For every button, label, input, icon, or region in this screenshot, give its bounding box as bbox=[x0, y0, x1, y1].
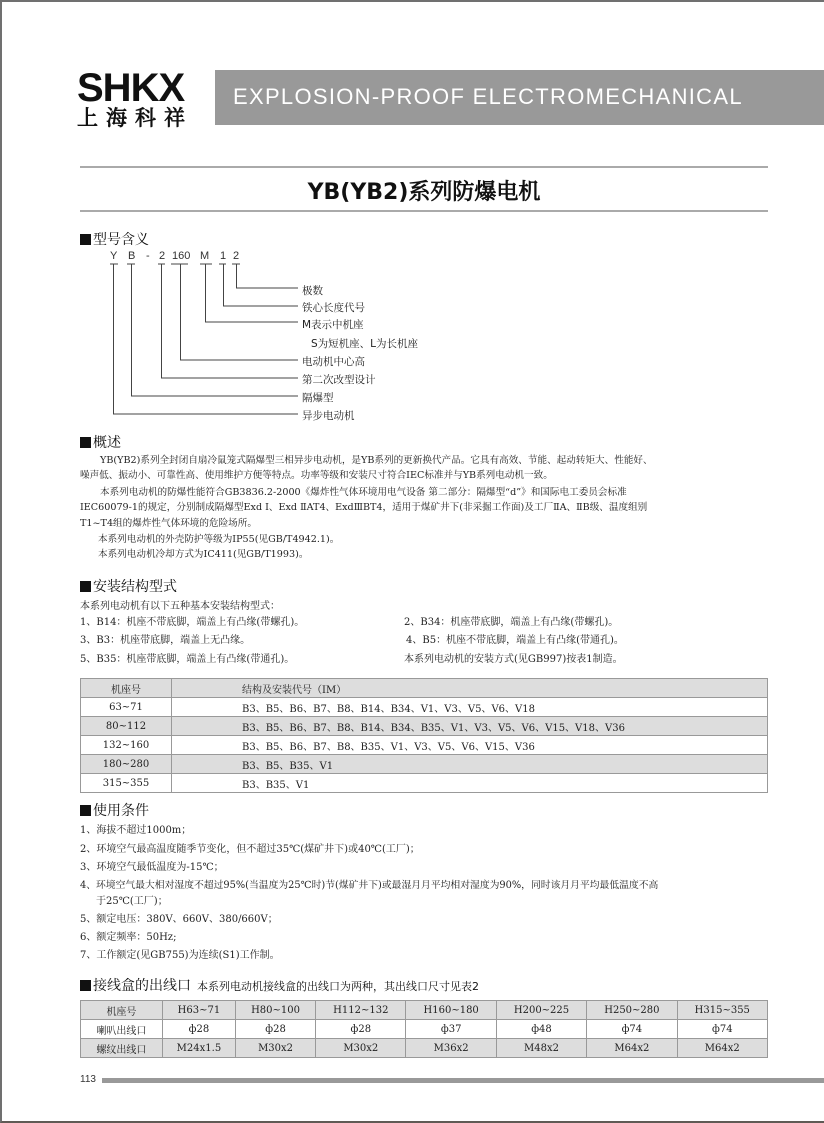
table-header-cell: 机座号 bbox=[81, 679, 172, 698]
table-cell: 喇叭出线口 bbox=[81, 1020, 163, 1039]
footer-bar bbox=[102, 1078, 824, 1083]
table-cell: B3、B5、B6、B7、B8、B14、B34、B35、V1、V3、V5、V6、V15、V18、V36 bbox=[172, 717, 768, 736]
table-cell: M24x1.5 bbox=[162, 1039, 235, 1058]
model-label: S为短机座、L为长机座 bbox=[311, 338, 419, 350]
condition-item: 5、额定电压：380V、660V、380/660V； bbox=[80, 914, 278, 925]
table-cell: 180~280 bbox=[81, 755, 172, 774]
mounting-item: 4、B5：机座不带底脚，端盖上有凸缘(带通孔)。 bbox=[406, 635, 624, 646]
overview-line: 噪声低、振动小、可靠性高、使用维护方便等特点。功率等级和安装尺寸符合IEC标准并与YB系列电动机一致。 bbox=[80, 470, 553, 481]
square-bullet-icon bbox=[80, 980, 91, 991]
table-cell: B3、B5、B6、B7、B8、B35、V1、V3、V5、V6、V15、V36 bbox=[172, 736, 768, 755]
table-row bbox=[81, 736, 768, 755]
model-label: 第二次改型设计 bbox=[302, 374, 376, 386]
table-header-cell: H63~71 bbox=[162, 1001, 235, 1020]
condition-item: 7、工作额定(见GB755)为连续(S1)工作制。 bbox=[80, 950, 280, 961]
table-cell: M30x2 bbox=[235, 1039, 315, 1058]
model-label: 铁心长度代号 bbox=[302, 302, 365, 314]
table-row bbox=[81, 774, 768, 793]
table-cell: ф74 bbox=[587, 1020, 677, 1039]
overview-line: 本系列电动机冷却方式为IC411(见GB/T1993)。 bbox=[98, 549, 309, 560]
table-header-cell: H200~225 bbox=[496, 1001, 586, 1020]
table-row bbox=[81, 698, 768, 717]
table-row bbox=[81, 1039, 768, 1058]
code-char: 2 bbox=[233, 250, 240, 262]
model-label: 隔爆型 bbox=[302, 392, 334, 404]
overview-line: 本系列电动机的外壳防护等级为IP55(见GB/T4942.1)。 bbox=[98, 534, 340, 545]
section-model-heading: 型号含义 bbox=[80, 229, 149, 249]
section-mounting-heading: 安装结构型式 bbox=[80, 576, 177, 596]
mounting-intro: 本系列电动机有以下五种基本安装结构型式： bbox=[80, 601, 280, 612]
table-cell: B3、B35、V1 bbox=[172, 774, 768, 793]
table-cell: ф48 bbox=[496, 1020, 586, 1039]
page-number: 113 bbox=[80, 1074, 96, 1085]
square-bullet-icon bbox=[80, 805, 91, 816]
model-label: 异步电动机 bbox=[302, 410, 355, 422]
code-char: M bbox=[200, 250, 210, 262]
mounting-item: 1、B14：机座不带底脚，端盖上有凸缘(带螺孔)。 bbox=[80, 617, 305, 628]
condition-item: 2、环境空气最高温度随季节变化，但不超过35℃(煤矿井下)或40℃(工厂)； bbox=[80, 844, 420, 855]
table-cell: ф37 bbox=[406, 1020, 496, 1039]
table-header-cell: H315~355 bbox=[677, 1001, 767, 1020]
table-cell: 132~160 bbox=[81, 736, 172, 755]
code-char: 1 bbox=[220, 250, 227, 262]
mounting-item: 5、B35：机座带底脚，端盖上有凸缘(带通孔)。 bbox=[80, 654, 295, 665]
condition-item: 3、环境空气最低温度为-15℃； bbox=[80, 862, 224, 873]
table-cell: M30x2 bbox=[316, 1039, 406, 1058]
table-cell: ф28 bbox=[162, 1020, 235, 1039]
model-diagram-lines bbox=[0, 0, 824, 430]
code-char: - bbox=[146, 250, 150, 262]
table-cell: M48x2 bbox=[496, 1039, 586, 1058]
model-label: 电动机中心高 bbox=[302, 356, 365, 368]
table-header-cell: 机座号 bbox=[81, 1001, 163, 1020]
mounting-item: 3、B3：机座带底脚，端盖上无凸缘。 bbox=[80, 635, 251, 646]
square-bullet-icon bbox=[80, 437, 91, 448]
table-cell: 63~71 bbox=[81, 698, 172, 717]
overview-line: T1~T4组的爆炸性气体环境的危险场所。 bbox=[80, 518, 257, 529]
table-row bbox=[81, 755, 768, 774]
mounting-note: 本系列电动机的安装方式(见GB997)按表1制造。 bbox=[404, 654, 623, 665]
table-cell: 80~112 bbox=[81, 717, 172, 736]
condition-item: 1、海拔不超过1000m； bbox=[80, 825, 192, 836]
overview-line: YB(YB2)系列全封闭自扇冷鼠笼式隔爆型三相异步电动机，是YB系列的更新换代产品。它具有高效、节能、起动转矩大、性能好、 bbox=[100, 455, 653, 466]
table-header-row bbox=[81, 679, 768, 698]
condition-item: 于25℃(工厂)； bbox=[96, 896, 168, 907]
table-header-cell: H112~132 bbox=[316, 1001, 406, 1020]
code-char: Y bbox=[110, 250, 118, 262]
code-char: 2 bbox=[159, 250, 166, 262]
table-header-cell: H250~280 bbox=[587, 1001, 677, 1020]
page-title: YB(YB2)系列防爆电机 bbox=[307, 180, 541, 205]
code-char: 160 bbox=[172, 250, 191, 262]
overview-line: 本系列电动机的防爆性能符合GB3836.2-2000《爆炸性气体环境用电气设备 第二部分：隔爆型“d”》和国际电工委员会标准 bbox=[100, 487, 627, 498]
logo-cn: 上海科祥 bbox=[77, 106, 193, 130]
table-cell: ф28 bbox=[235, 1020, 315, 1039]
table-header-cell: H80~100 bbox=[235, 1001, 315, 1020]
table-cell: ф28 bbox=[316, 1020, 406, 1039]
table-cell: 螺纹出线口 bbox=[81, 1039, 163, 1058]
table-row bbox=[81, 717, 768, 736]
condition-item: 6、额定频率：50Hz; bbox=[80, 932, 177, 943]
table-cell: M36x2 bbox=[406, 1039, 496, 1058]
table-cell: M64x2 bbox=[587, 1039, 677, 1058]
banner-text: EXPLOSION-PROOF ELECTROMECHANICAL bbox=[233, 84, 743, 109]
condition-item: 4、环境空气最大相对湿度不超过95%(当温度为25℃时)节(煤矿井下)或最湿月月平均相对湿度为90%，同时该月月平均最低温度不高 bbox=[80, 880, 659, 891]
section-outlet-heading: 接线盒的出线口 本系列电动机接线盒的出线口为两种，其出线口尺寸见表2 bbox=[80, 975, 479, 995]
table-cell: B3、B5、B35、V1 bbox=[172, 755, 768, 774]
table-cell: ф74 bbox=[677, 1020, 767, 1039]
table-cell: M64x2 bbox=[677, 1039, 767, 1058]
mounting-table bbox=[80, 678, 768, 793]
table-row bbox=[81, 1020, 768, 1039]
table-cell: B3、B5、B6、B7、B8、B14、B34、V1、V3、V5、V6、V18 bbox=[172, 698, 768, 717]
logo-en: SHKX bbox=[77, 66, 185, 110]
model-label: 极数 bbox=[302, 285, 323, 297]
table-header-cell: 结构及安装代号（IM） bbox=[172, 679, 768, 698]
mounting-item: 2、B34：机座带底脚，端盖上有凸缘(带螺孔)。 bbox=[404, 617, 619, 628]
table-header-cell: H160~180 bbox=[406, 1001, 496, 1020]
table-header-row bbox=[81, 1001, 768, 1020]
outlet-subheading: 本系列电动机接线盒的出线口为两种，其出线口尺寸见表2 bbox=[197, 980, 479, 993]
section-overview-heading: 概述 bbox=[80, 432, 121, 452]
overview-line: IEC60079-1的规定，分别制成隔爆型Exd Ⅰ、Exd ⅡAT4、ExdⅢBT4，适用于煤矿井下(非采掘工作面)及工厂ⅡA、ⅡB级、温度组别 bbox=[80, 502, 648, 513]
outlet-table bbox=[80, 1000, 768, 1058]
model-label: M表示中机座 bbox=[302, 319, 364, 331]
section-conditions-heading: 使用条件 bbox=[80, 800, 149, 820]
square-bullet-icon bbox=[80, 581, 91, 592]
code-char: B bbox=[128, 250, 136, 262]
table-cell: 315~355 bbox=[81, 774, 172, 793]
